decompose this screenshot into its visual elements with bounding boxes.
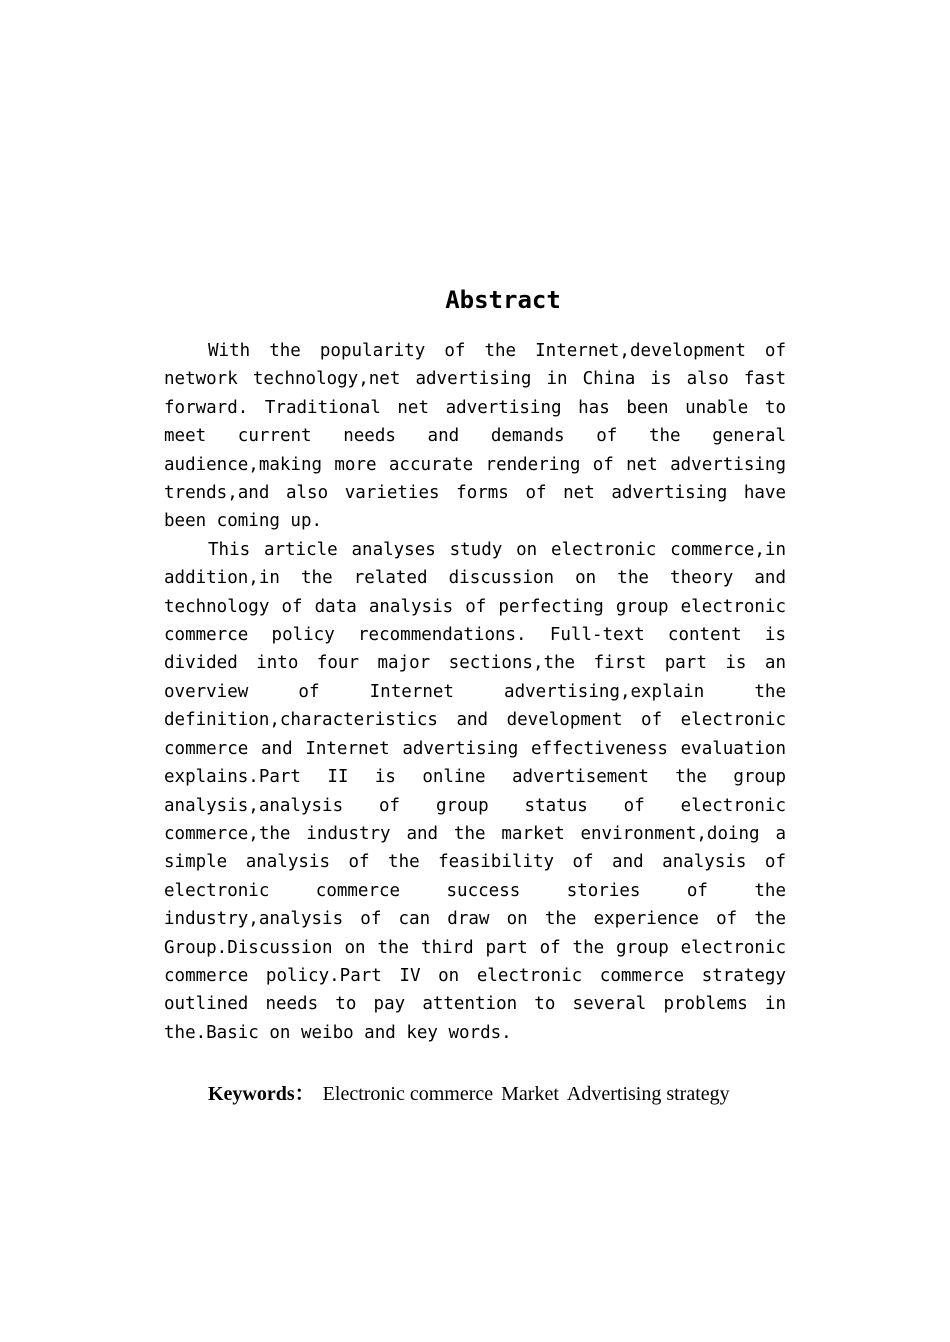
keyword-term: Advertising strategy	[566, 1083, 730, 1105]
abstract-body	[164, 337, 786, 1047]
keywords-separator: ：	[294, 1083, 315, 1105]
keywords-line	[208, 1080, 828, 1108]
abstract-title: Abstract	[445, 286, 561, 314]
keywords-label: Keywords	[208, 1083, 295, 1105]
keyword-term: Market	[501, 1083, 559, 1105]
keyword-term: Electronic commerce	[322, 1083, 494, 1105]
abstract-paragraph-1: With the popularity of the Internet,development of network technology,net advertising in China is also fast forward. Traditional net advertising has been unable to meet current needs and demands of the general audience,making more accurate rendering of net advertising trends,and also varieties forms of net advertising have been coming up.	[164, 341, 786, 532]
abstract-paragraph-2: This article analyses study on electronic commerce,in addition,in the related discussion on the theory and technology of data analysis of perfecting group electronic commerce policy recommendations. Full-text content is divided into four major sections,the first part is an overview of Internet advertising,explain the definition,characteristics and development of electronic commerce and Internet advertising effectiveness evaluation explains.Part II is online advertisement the group analysis,analysis of group status of electronic commerce,the industry and the market environment,doing a simple analysis of the feasibility of and analysis of electronic commerce success stories of the industry,analysis of can draw on the experience of the Group.Discussion on the third part of the group electronic commerce policy.Part IV on electronic commerce strategy outlined needs to pay attention to several problems in the.Basic on weibo and key words.	[164, 539, 786, 1043]
